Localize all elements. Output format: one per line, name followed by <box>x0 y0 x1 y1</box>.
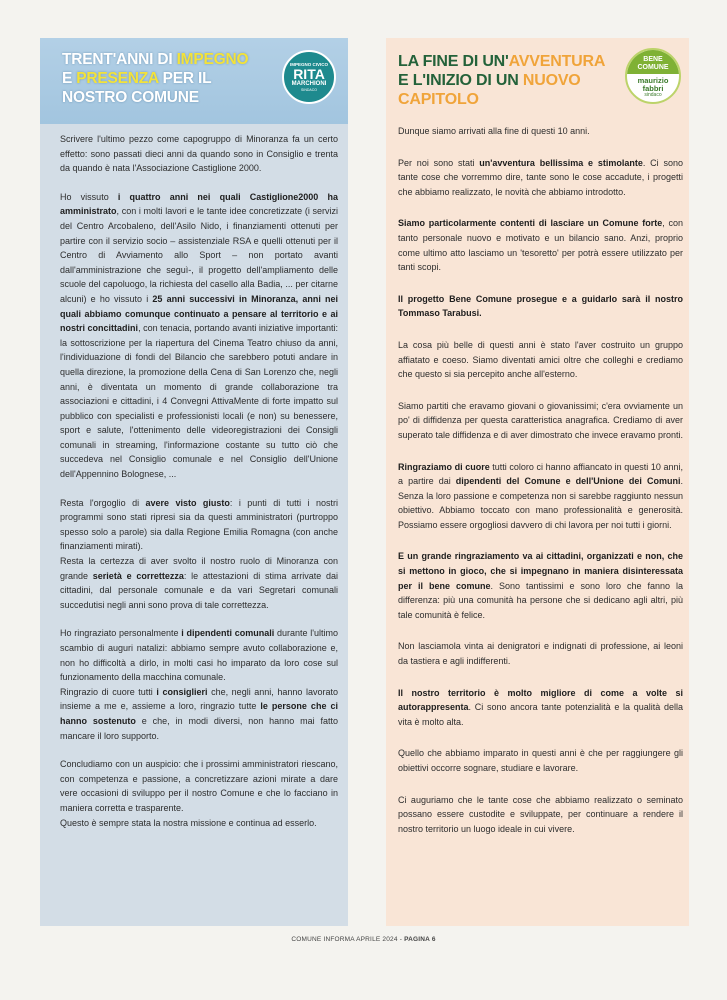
paragraph: Ringrazio di cuore tutti i consiglieri che, negli anni, hanno lavorato insieme a me e, assieme a loro, ringrazio tutte le persone che ci hanno sostenuto e che, in modi diversi, non hanno mai fatto mancare il loro supporto. <box>60 686 339 741</box>
paragraph: Per noi sono stati un'avventura bellissima e stimolante. Ci sono tante cose che vorremmo dire, tante sono le cose accadute, i progetti che abbiamo realizzato, le novità che abbiamo introdotto. <box>398 157 683 197</box>
paragraph: Siamo particolarmente contenti di lasciare un Comune forte, con tanto personale nuovo e motivato e un bilancio sano. Anzi, proprio come ultimo atto lasciamo un 'tesoretto' per potrà essere utilizzato per tanti scopi. <box>398 218 684 273</box>
left-article-body <box>40 124 348 830</box>
right-article <box>386 38 689 926</box>
paragraph: Il progetto Bene Comune prosegue e a guidarlo sarà il nostro Tommaso Tarabusi. <box>398 293 683 319</box>
left-article-title: TRENT'ANNI DI IMPEGNO E PRESENZA PER IL NOSTRO COMUNE <box>62 51 249 106</box>
paragraph: Resta la certezza di aver svolto il nostro ruolo di Minoranza con grande serietà e correttezza: le attestazioni di stima arrivate dai cittadini, dal personale comunale e da vari Segretari comunali succedutisi negli anni sono prova di tale correttezza. <box>60 556 339 610</box>
paragraph: Resta l'orgoglio di avere visto giusto: i punti di tutti i nostri programmi sono stati ripresi sia da questi amministratori (purtroppo spesso solo a parole) sia dalla Regione Emilia Romagna (con anche finanziamenti mirati). <box>60 497 338 552</box>
paragraph: Siamo partiti che eravamo giovani o giovanissimi; c'era ovviamente un po' di diffidenza per questa caratteristica anagrafica. Crediamo di aver superato tale diffidenza e di aver dimostrato che invece eravamo pronti. <box>398 400 683 440</box>
paragraph: Ho ringraziato personalmente i dipendenti comunali durante l'ultimo scambio di auguri natalizi: abbiamo sempre avuto collaborazione e, non ho difficoltà a dirlo, in molti casi ho imparato da loro cose sul funzionamento della macchina comunale. <box>60 628 338 683</box>
paragraph: Dunque siamo arrivati alla fine di questi 10 anni. <box>398 126 590 136</box>
paragraph: Ci auguriamo che le tante cose che abbiamo realizzato o seminato possano essere custodite e sviluppate, per continuare a rendere il nostro territorio un luogo ideale in cui vivere. <box>398 794 683 834</box>
page-footer: COMUNE INFORMA APRILE 2024 - PAGINA 6 <box>291 936 436 943</box>
bene-comune-logo: BENE COMUNE maurizio fabbri sindaco <box>625 48 681 104</box>
paragraph: Ho vissuto i quattro anni nei quali Castiglione2000 ha amministrato, con i molti lavori e le tante idee concretizzate (i servizi del Centro Arcobaleno, dell'Asilo Nido, i finanziamenti ottenuti per partire con il servizio socio – assistenziale RSA e quelli ottenuti per il Centro di Avviamento allo Sport – non portato avanti dall'amministrazione che seguì-, il progetto dell'ampliamento delle scuole del capoluogo, la richiesta del casello alla Badia, ... per citarne alcuni) e ho vissuto i 25 anni successivi in Minoranza, anni nei quali abbiamo comunque continuato a pensare al territorio e ai nostri concittadini, con tenacia, portando avanti iniziative importanti: la sottoscrizione per la riapertura del Cinema Teatro chiuso da anni, l'individuazione di fondi del Bilancio che sarebbero potuti andare in quella direzione, la promozione della Cena di San Lorenzo che, negli anni, è diventata un momento di grande collaborazione tra associazioni e cittadini, i 4 Convegni AttivaMente di forte impatto sul pubblico con specialisti e professionisti locali (e non) su benessere, sport e salute, l'ottenimento delle videoregistrazioni dei Consigli comunali in streaming, l'informazione costante su tutto ciò che succedeva nel Consiglio comunale e nel Consiglio dell'Unione dell'Appennino Bolognese, ... <box>60 191 338 480</box>
rita-marchioni-logo: IMPEGNO CIVICO RITA MARCHIONI SINDACO <box>282 50 336 104</box>
paragraph: Quello che abbiamo imparato in questi anni è che per raggiungere gli obiettivi occorre sognare, studiare e lavorare. <box>398 748 683 773</box>
paragraph: Non lasciamola vinta ai denigratori e indignati di professione, ai leoni da tastiera e agli indifferenti. <box>398 641 683 667</box>
paragraph: E un grande ringraziamento va ai cittadini, organizzati e non, che si mettono in gioco, che si impegnano in maniera disinteressata per il bene comune. Sono tantissimi e sono loro che fanno la differenza: più una comunità ha persone che si dedicano agli altri, più tale comunità è felice. <box>398 551 683 620</box>
paragraph: Questo è sempre stata la nostra missione e continua ad esserlo. <box>60 817 317 828</box>
right-article-title: LA FINE DI UN'AVVENTURA E L'INIZIO DI UN NUOVO CAPITOLO <box>398 53 606 108</box>
paragraph: La cosa più belle di questi anni è stato l'aver costruito un gruppo affiatato e coeso. Siamo diventati amici oltre che colleghi e crediamo che questo si sia percepito anche all'esterno. <box>398 339 683 380</box>
paragraph: Scrivere l'ultimo pezzo come capogruppo di Minoranza fa un certo effetto: sono passati dieci anni da quando sono in Consiglio e trenta da quando è nata l'Associazione Castiglione 2000. <box>60 134 338 174</box>
right-article-body <box>386 118 689 836</box>
paragraph: Concludiamo con un auspicio: che i prossimi amministratori riescano, con competenza e passione, a concretizzare azioni mirate a dare vere occasioni di sviluppo per il nostro Comune e che lo facciano in maniera corretta e trasparente. <box>60 759 338 813</box>
paragraph: Il nostro territorio è molto migliore di come a volte si autorappresenta. Ci sono ancora tante potenzialità e la qualità della vita è molto alta. <box>398 687 683 727</box>
paragraph: Ringraziamo di cuore tutti coloro ci hanno affiancato in questi 10 anni, a partire dai dipendenti del Comune e dell'Unione dei Comuni. Senza la loro passione e competenza non si sarebbe raggiunto nessun obiettivo. Abbiamo toccato con mano professionalità e generosità. Possiamo essere orgogliosi davvero di chi lavora per noi tutti i giorni. <box>398 461 683 530</box>
left-article <box>40 38 348 926</box>
left-article-header <box>40 38 348 124</box>
right-article-header <box>386 38 689 118</box>
